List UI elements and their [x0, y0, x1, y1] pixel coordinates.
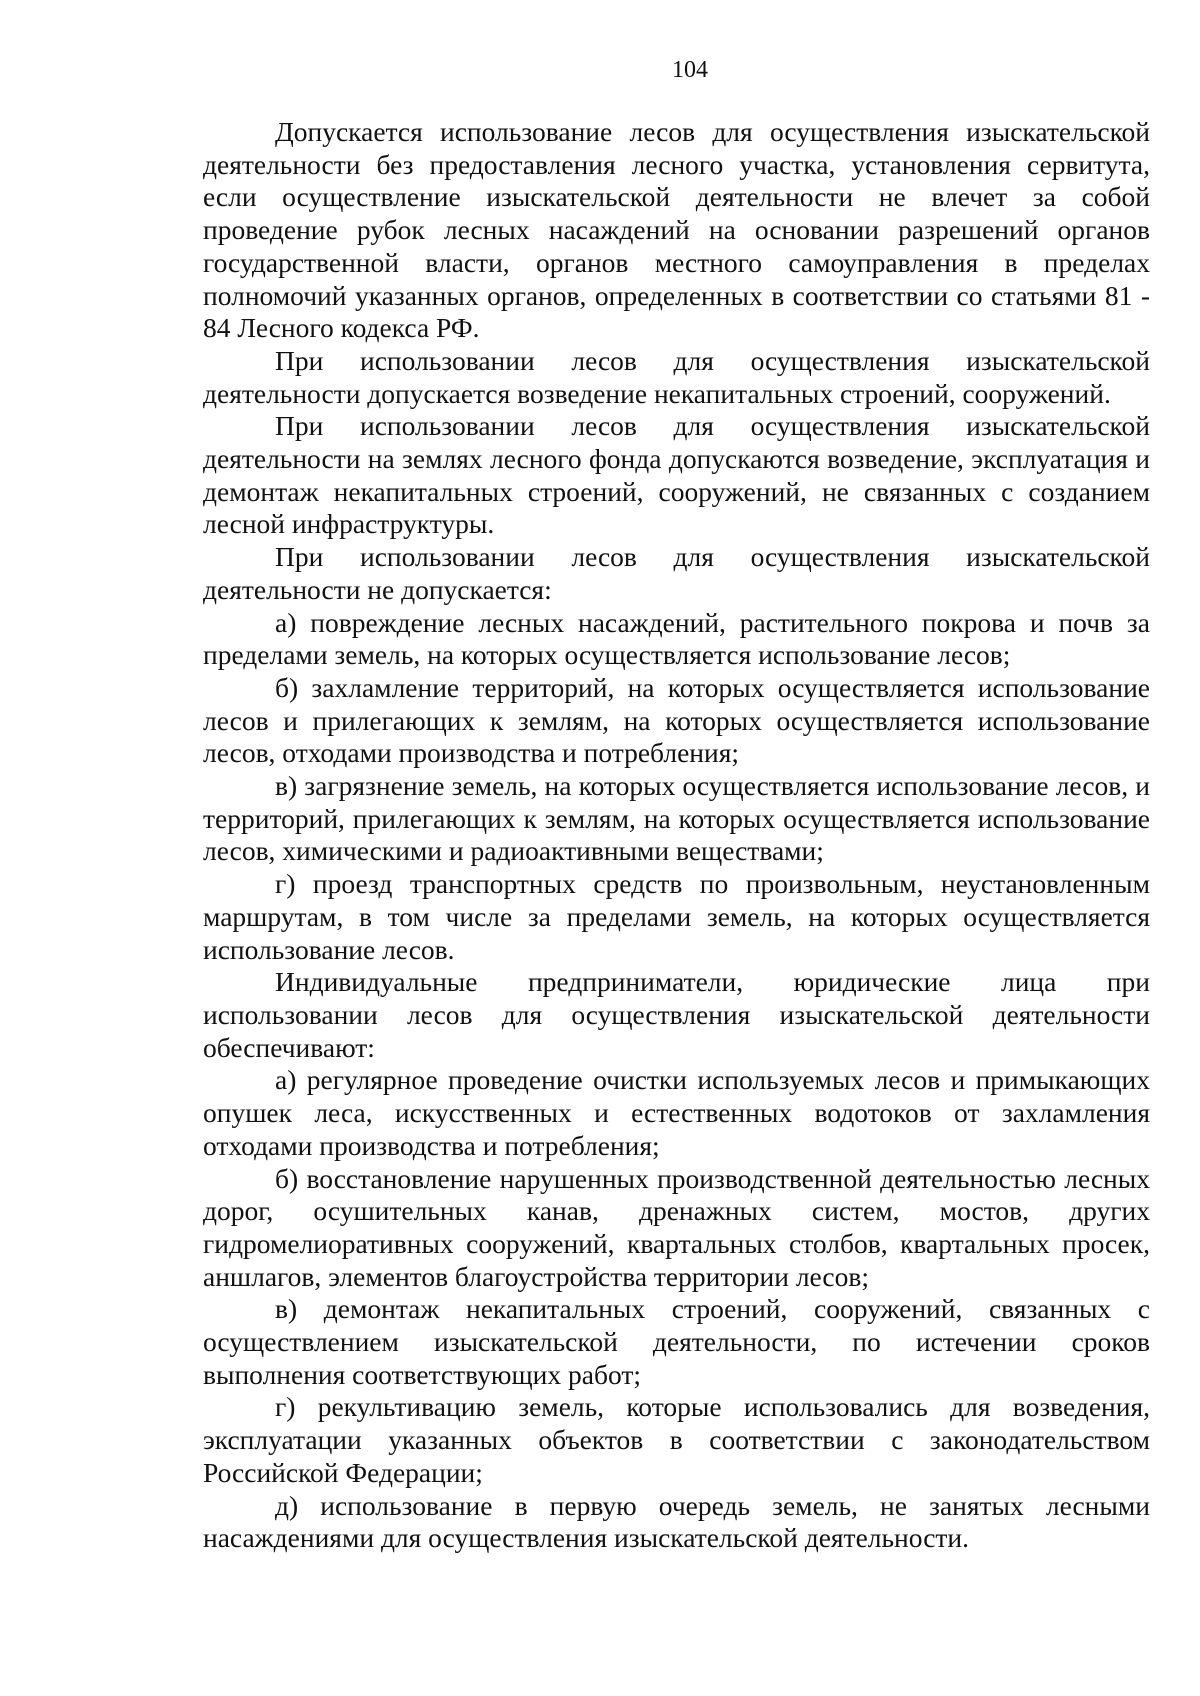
paragraph-prohibitions-intro: При использовании лесов для осуществления изыскательской деятельности не допускается:	[203, 541, 1150, 605]
paragraph-forest-fund-lands: При использовании лесов для осуществления изыскательской деятельности на землях лесного фонда допускаются возведение, эксплуатация и демонтаж некапитальных строений, сооружений, не связанных с созданием лесной инфраструктуры.	[203, 410, 1150, 540]
paragraph-obligations-intro: Индивидуальные предприниматели, юридические лица при использовании лесов для осуществления изыскательской деятельности обеспечивают:	[203, 966, 1150, 1063]
list-item-obligation-b: б) восстановление нарушенных производственной деятельностью лесных дорог, осушительных канав, дренажных систем, мостов, других гидромелиоративных сооружений, квартальных столбов, квартальных просек, аншлагов, элементов благоустройства территории лесов;	[203, 1162, 1150, 1292]
list-item-prohibition-v: в) загрязнение земель, на которых осуществляется использование лесов, и территорий, прилегающих к землям, на которых осуществляется использование лесов, химическими и радиоактивными веществами;	[203, 770, 1150, 867]
list-item-obligation-v: в) демонтаж некапитальных строений, сооружений, связанных с осуществлением изыскательской деятельности, по истечении сроков выполнения соответствующих работ;	[203, 1293, 1150, 1390]
list-item-prohibition-g: г) проезд транспортных средств по произвольным, неустановленным маршрутам, в том числе за пределами земель, на которых осуществляется использование лесов.	[203, 868, 1150, 965]
page-number: 104	[672, 57, 708, 83]
list-item-prohibition-a: а) повреждение лесных насаждений, растительного покрова и почв за пределами земель, на которых осуществляется использование лесов;	[203, 606, 1150, 671]
document-body	[203, 116, 1150, 1555]
list-item-prohibition-b: б) захламление территорий, на которых осуществляется использование лесов и прилегающих к землям, на которых осуществляется использование лесов, отходами производства и потребления;	[203, 671, 1150, 769]
paragraph-temporary-structures-allowed: При использовании лесов для осуществления изыскательской деятельности допускается возведение некапитальных строений, сооружений.	[203, 344, 1150, 409]
list-item-obligation-g: г) рекультивацию земель, которые использовались для возведения, эксплуатации указанных объектов в соответствии с законодательством Российской Федерации;	[203, 1391, 1150, 1488]
paragraph-survey-permission: Допускается использование лесов для осуществления изыскательской деятельности без предоставления лесного участка, установления сервитута, если осуществление изыскательской деятельности не влечет за собой проведение рубок лесных насаждений на основании разрешений органов государственной власти, органов местного самоуправления в пределах полномочий указанных органов, определенных в соответствии со статьями 81 - 84 Лесного кодекса РФ.	[203, 116, 1150, 344]
list-item-obligation-d: д) использование в первую очередь земель, не занятых лесными насаждениями для осуществления изыскательской деятельности.	[203, 1489, 1150, 1554]
list-item-obligation-a: а) регулярное проведение очистки используемых лесов и примыкающих опушек леса, искусственных и естественных водотоков от захламления отходами производства и потребления;	[203, 1064, 1150, 1161]
